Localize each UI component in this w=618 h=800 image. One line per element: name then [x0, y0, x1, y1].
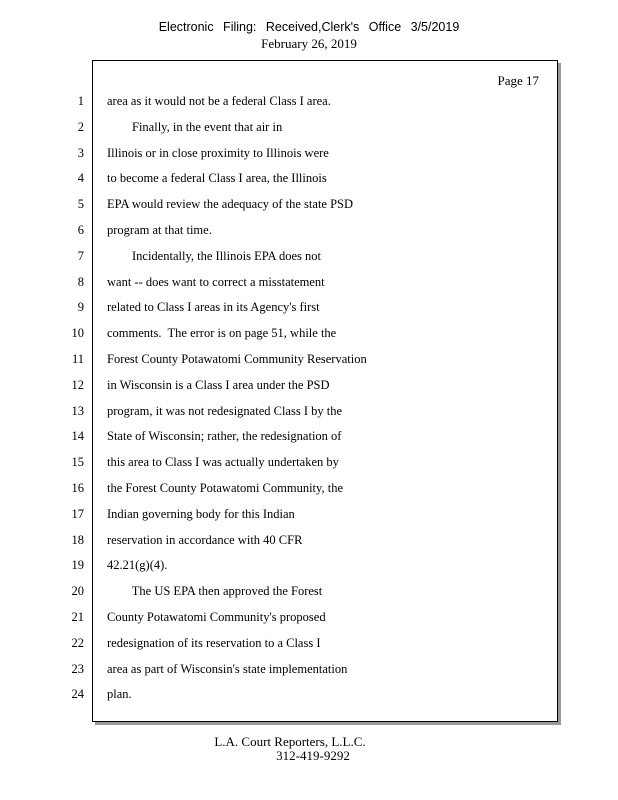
line-text: area as part of Wisconsin's state implementation — [107, 661, 348, 676]
reporter-phone: 312-419-9292 — [276, 748, 350, 763]
line-number: 14 — [71, 429, 84, 444]
line-text: to become a federal Class I area, the Illinois — [107, 171, 327, 186]
line-number: 16 — [71, 481, 84, 495]
line-text: plan. — [107, 687, 132, 702]
line-text: the Forest County Potawatomi Community, the — [107, 481, 343, 495]
line-text: EPA would review the adequacy of the state PSD — [107, 197, 354, 212]
line-number: 3 — [77, 145, 84, 160]
line-number: 19 — [71, 558, 84, 573]
filing-stamp: Electronic Filing: Received,Clerk's Office 3/5/2019 — [158, 20, 460, 34]
reporter-company: L.A. Court Reporters, L.L.C. — [214, 734, 366, 749]
line-number: 1 — [77, 94, 84, 108]
document-date: February 26, 2019 — [261, 36, 357, 51]
line-text: program, it was not redesignated Class I by the — [107, 403, 343, 418]
page-number: Page 17 — [497, 73, 539, 88]
line-number: 24 — [71, 687, 84, 702]
line-number: 4 — [77, 171, 84, 186]
line-number: 9 — [77, 300, 84, 315]
line-number: 8 — [77, 274, 84, 289]
line-text: redesignation of its reservation to a Class I — [107, 635, 321, 650]
line-text: area as it would not be a federal Class I area. — [107, 94, 331, 108]
line-text: State of Wisconsin; rather, the redesignation of — [107, 429, 342, 444]
line-text: program at that time. — [107, 223, 212, 237]
line-text: reservation in accordance with 40 CFR — [107, 532, 303, 547]
line-text: County Potawatomi Community's proposed — [107, 610, 326, 624]
line-number: 5 — [77, 197, 84, 212]
line-number: 18 — [71, 532, 84, 547]
line-number: 17 — [71, 506, 84, 521]
line-text: Forest County Potawatomi Community Reservation — [107, 352, 367, 366]
line-text: this area to Class I was actually undertaken by — [107, 455, 339, 470]
line-text: 42.21(g)(4). — [107, 558, 168, 573]
line-number: 21 — [71, 610, 84, 624]
line-text: want -- does want to correct a misstatement — [107, 274, 325, 289]
line-number: 12 — [71, 377, 84, 392]
line-number: 13 — [71, 403, 84, 418]
line-text: related to Class I areas in its Agency's first — [107, 300, 320, 315]
line-text: Incidentally, the Illinois EPA does not — [107, 248, 321, 263]
line-number: 22 — [71, 635, 84, 650]
line-text: Finally, in the event that air in — [107, 119, 283, 134]
line-text: Indian governing body for this Indian — [107, 506, 295, 521]
line-number: 15 — [71, 455, 84, 470]
line-number: 10 — [71, 326, 84, 341]
line-text: comments. The error is on page 51, while the — [107, 326, 337, 341]
line-text: The US EPA then approved the Forest — [107, 584, 323, 599]
line-number: 11 — [71, 352, 84, 366]
line-number: 2 — [77, 119, 84, 134]
line-number: 20 — [71, 584, 84, 599]
line-text: in Wisconsin is a Class I area under the PSD — [107, 377, 330, 392]
line-number: 23 — [71, 661, 84, 676]
line-text: Illinois or in close proximity to Illinois were — [107, 145, 329, 160]
line-number: 7 — [77, 248, 84, 263]
line-number: 6 — [77, 223, 84, 237]
